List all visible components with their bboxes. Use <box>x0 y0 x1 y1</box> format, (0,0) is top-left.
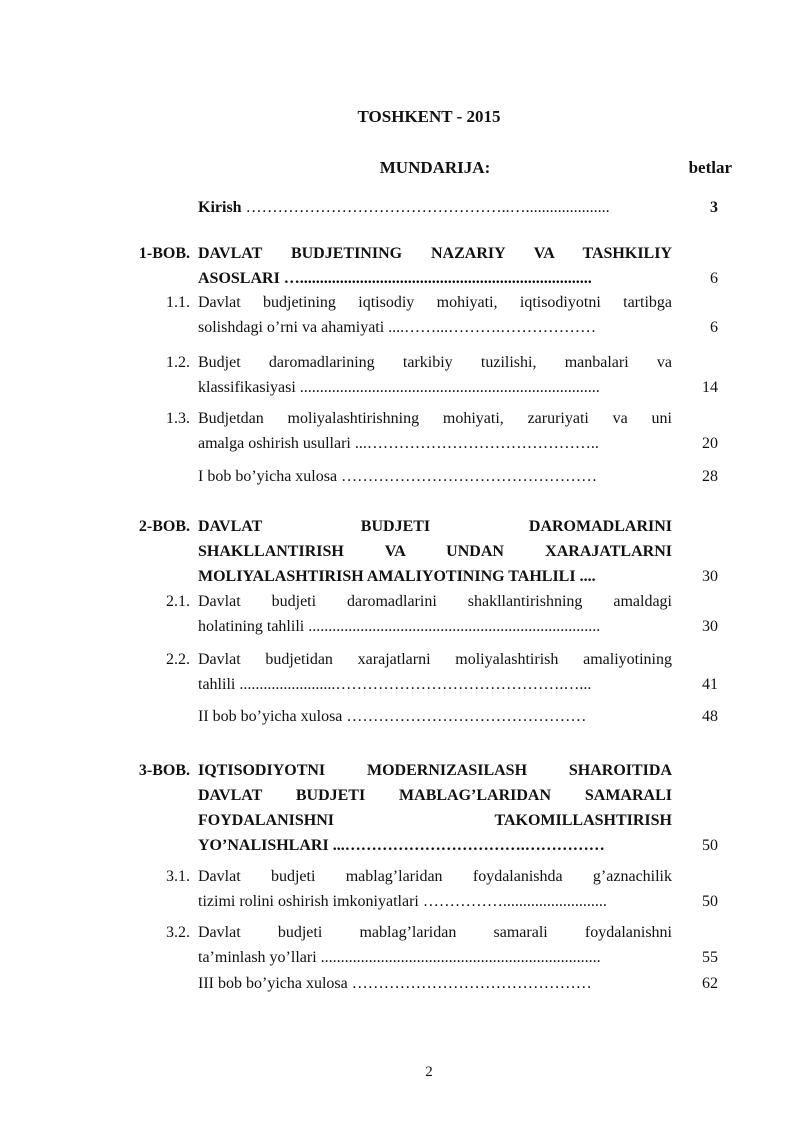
toc-chapter-3 <box>0 758 800 860</box>
section-page: 50 <box>702 893 718 910</box>
chapter-title-line: ASOSLARI …......................................................................... <box>198 270 592 287</box>
toc-section-2-2 <box>0 647 800 699</box>
section-number: 1.2. <box>166 354 190 371</box>
section-number: 3.2. <box>166 924 190 941</box>
chapter-page: 50 <box>702 837 718 854</box>
toc-chapter-1 <box>0 241 800 293</box>
chapter-title-line: MOLIYALASHTIRISH AMALIYOTINING TAHLILI .... <box>198 568 596 585</box>
section-title-line: Budjet daromadlarining tarkibiy tuzilishi, manbalari va <box>198 354 672 371</box>
section-number: 2.2. <box>166 651 190 668</box>
toc-section-3-2 <box>0 920 800 972</box>
page-number: 2 <box>425 1064 433 1080</box>
chapter-title-line: DAVLAT BUDJETI MABLAG’LARIDAN SAMARALI <box>198 787 672 804</box>
toc-section-3-1 <box>0 864 800 916</box>
summary-label: III bob bo’yicha xulosa ……………………………………… <box>198 975 592 992</box>
summary-page: 62 <box>702 975 718 992</box>
intro-label: Kirish <box>198 199 242 216</box>
chapter-page: 6 <box>710 270 718 287</box>
city-year: TOSHKENT - 2015 <box>357 107 501 126</box>
toc-entry-intro <box>0 195 800 220</box>
chapter-number: 3-BOB. <box>138 762 190 779</box>
chapter-title-line: YO’NALISHLARI ...…………………………….…………… <box>198 837 605 854</box>
section-title-line: holatining tahlili ......................................................................... <box>198 618 601 635</box>
summary-page: 48 <box>702 708 718 725</box>
toc-summary-2 <box>0 704 800 729</box>
section-number: 1.3. <box>166 410 190 427</box>
section-number: 3.1. <box>166 868 190 885</box>
chapter-title-line: IQTISODIYOTNI MODERNIZASILASH SHAROITIDA <box>198 762 672 779</box>
toc-section-1-2 <box>0 350 800 402</box>
section-page: 55 <box>702 949 718 966</box>
intro-page: 3 <box>710 199 718 216</box>
chapter-page: 30 <box>702 568 718 585</box>
section-page: 30 <box>702 618 718 635</box>
chapter-number: 1-BOB. <box>138 245 190 262</box>
section-page: 6 <box>710 319 718 336</box>
section-title-line: Davlat budjeti mablag’laridan foydalanishda g’aznachilik <box>198 868 672 885</box>
chapter-title-line: DAVLAT BUDJETINING NAZARIY VA TASHKILIY <box>198 245 672 262</box>
toc-section-2-1 <box>0 589 800 641</box>
section-title-line: tahlili ........................…………………………………….…... <box>198 676 592 693</box>
section-number: 2.1. <box>166 593 190 610</box>
toc-summary-3 <box>0 971 800 996</box>
section-page: 20 <box>702 435 718 452</box>
section-title-line: Budjetdan moliyalashtirishning mohiyati, zaruriyati va uni <box>198 410 672 427</box>
section-page: 41 <box>702 676 718 693</box>
chapter-title-line: DAVLAT BUDJETI DAROMADLARINI <box>198 518 672 535</box>
toc-title: MUNDARIJA: <box>379 158 491 177</box>
section-title-line: Davlat budjetining iqtisodiy mohiyati, iqtisodiyotni tartibga <box>198 294 672 311</box>
summary-page: 28 <box>702 468 718 485</box>
chapter-number: 2-BOB. <box>138 518 190 535</box>
summary-label: I bob bo’yicha xulosa ………………………………………… <box>198 468 598 485</box>
section-title-line: Davlat budjetidan xarajatlarni moliyalashtirish amaliyotining <box>198 651 672 668</box>
section-title-line: amalga oshirish usullari ...…………………………………….. <box>198 435 599 452</box>
section-title-line: Davlat budjeti daromadlarini shakllantirishning amaldagi <box>198 593 672 610</box>
section-title-line: Davlat budjeti mablag’laridan samarali foydalanishni <box>198 924 672 941</box>
chapter-title-line: SHAKLLANTIRISH VA UNDAN XARAJATLARNI <box>198 543 672 560</box>
pages-column-header: betlar <box>688 158 732 177</box>
section-title-line: tizimi rolini oshirish imkoniyatlari …………….......................... <box>198 893 607 910</box>
section-title-line: ta’minlash yo’llari ...................................................................... <box>198 949 601 966</box>
section-page: 14 <box>702 379 718 396</box>
toc-chapter-2 <box>0 514 800 591</box>
toc-section-1-1 <box>0 290 800 342</box>
chapter-title-line: FOYDALANISHNI TAKOMILLASHTIRISH <box>198 812 672 829</box>
section-number: 1.1. <box>166 294 190 311</box>
section-title-line: klassifikasiyasi ........................................................................... <box>198 379 600 396</box>
section-title-line: solishdagi o’rni va ahamiyati ....……...……….……………… <box>198 319 597 336</box>
toc-summary-1 <box>0 464 800 489</box>
intro-dots: …………………………………………..…..................... <box>245 199 610 216</box>
summary-label: II bob bo’yicha xulosa ……………………………………… <box>198 708 587 725</box>
toc-section-1-3 <box>0 406 800 458</box>
